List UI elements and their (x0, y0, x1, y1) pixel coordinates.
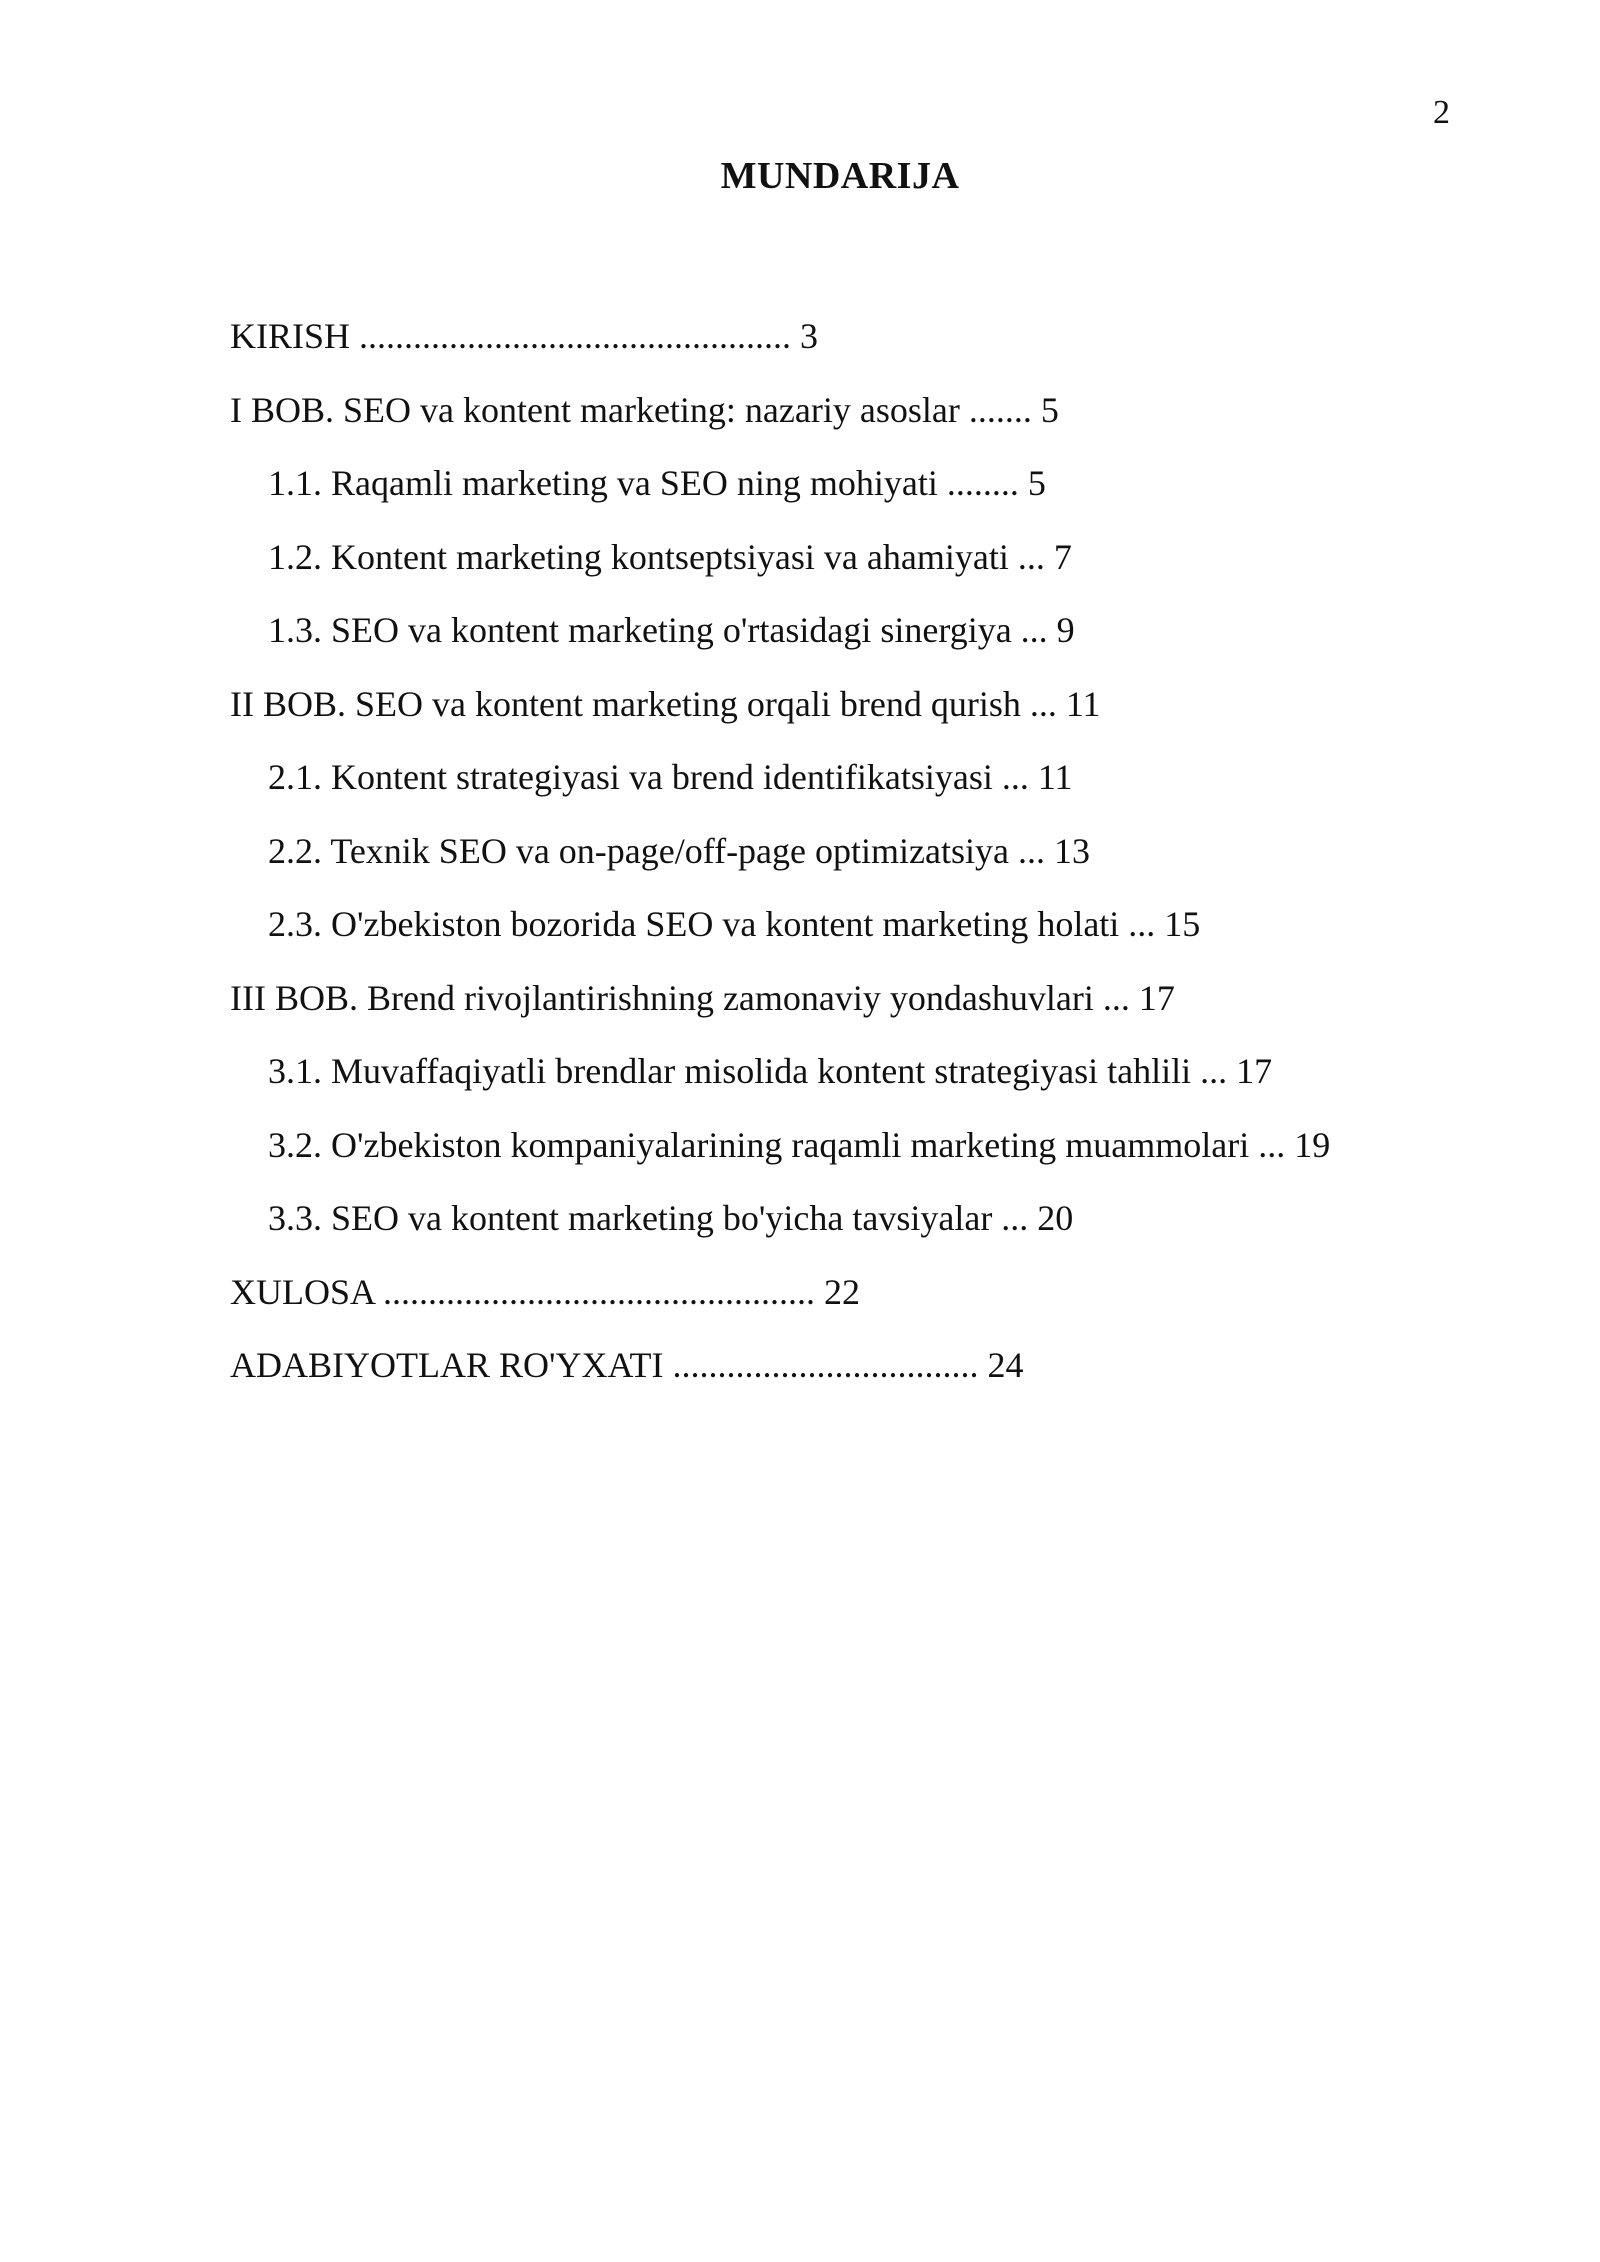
toc-entry-section-1-3: 1.3. SEO va kontent marketing o'rtasidagi sinergiya ... 9 (268, 610, 1075, 650)
table-of-contents (230, 300, 1470, 1403)
toc-entry-section-3-3: 3.3. SEO va kontent marketing bo'yicha tavsiyalar ... 20 (268, 1198, 1074, 1238)
toc-entry-chapter-1: I BOB. SEO va kontent marketing: nazariy asoslar ....... 5 (230, 389, 1059, 430)
page-number: 2 (1433, 94, 1450, 131)
page-title: MUNDARIJA (720, 155, 960, 197)
toc-entry-section-1-2: 1.2. Kontent marketing kontseptsiyasi va ahamiyati ... 7 (268, 536, 1072, 577)
toc-entry-chapter-3: III BOB. Brend rivojlantirishning zamonaviy yondashuvlari ... 17 (230, 977, 1175, 1018)
toc-entry-section-2-3: 2.3. O'zbekiston bozorida SEO va kontent marketing holati ... 15 (268, 904, 1201, 944)
toc-entry-chapter-2: II BOB. SEO va kontent marketing orqali brend qurish ... 11 (230, 683, 1101, 724)
toc-entry-section-3-1: 3.1. Muvaffaqiyatli brendlar misolida kontent strategiyasi tahlili ... 17 (268, 1051, 1273, 1091)
toc-entry-kirish: KIRISH ................................................ 3 (230, 316, 819, 356)
toc-entry-section-1-1: 1.1. Raqamli marketing va SEO ning mohiyati ........ 5 (268, 463, 1046, 503)
toc-entry-section-2-1: 2.1. Kontent strategiyasi va brend identifikatsiyasi ... 11 (268, 757, 1073, 797)
toc-entry-adabiyotlar: ADABIYOTLAR RO'YXATI .................................. 24 (230, 1345, 1024, 1385)
toc-entry-xulosa: XULOSA ................................................ 22 (230, 1271, 861, 1312)
toc-entry-section-3-2: 3.2. O'zbekiston kompaniyalarining raqamli marketing muammolari ... 19 (268, 1124, 1331, 1165)
toc-entry-section-2-2: 2.2. Texnik SEO va on-page/off-page optimizatsiya ... 13 (268, 830, 1090, 871)
